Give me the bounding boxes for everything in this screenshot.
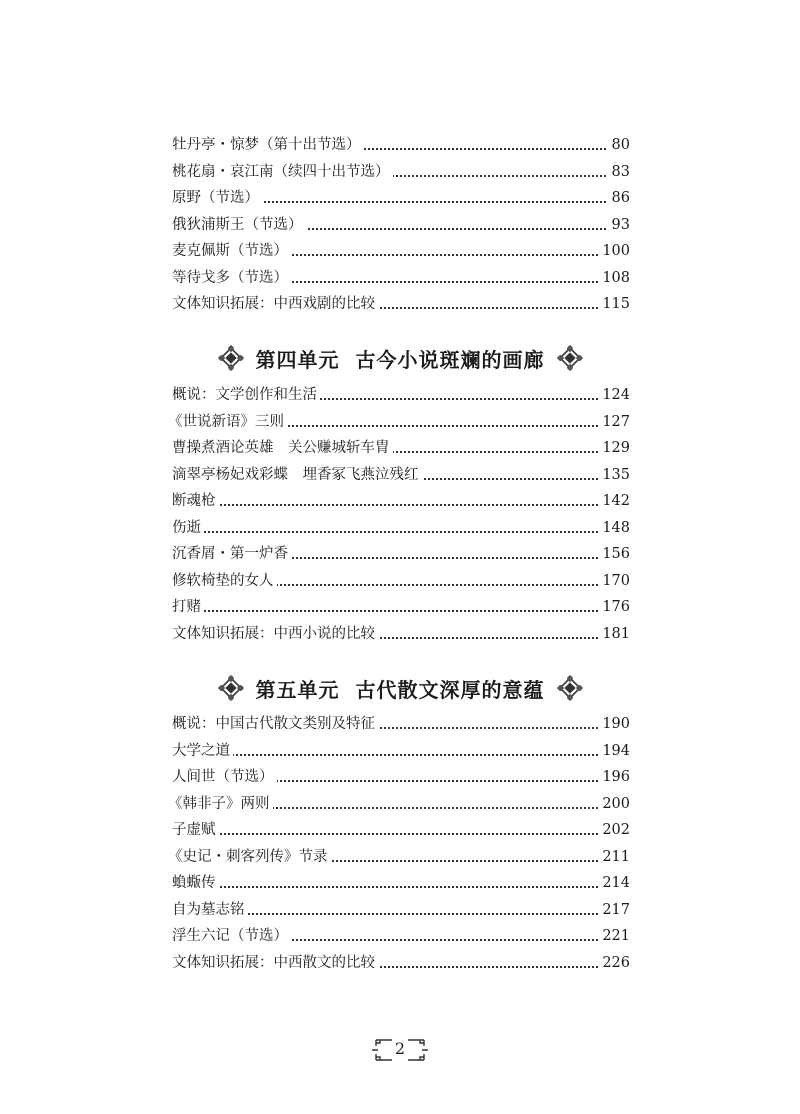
toc-entry-title: 滴翠亭杨妃戏彩蝶 埋香冢飞燕泣残红 (172, 462, 422, 489)
toc-entry[interactable] (172, 711, 630, 738)
unit-title: 古今小说斑斓的画廊 (355, 347, 545, 372)
toc-entry[interactable] (168, 791, 630, 818)
toc-entry-title: 打赌 (172, 594, 204, 621)
page-number-frame (370, 1036, 430, 1064)
page-number: 2 (394, 1039, 406, 1058)
unit-number: 第五单元 (255, 677, 340, 702)
ornament-right-icon (555, 673, 585, 703)
toc-entry[interactable] (168, 409, 630, 436)
toc-entry-page: 93 (608, 212, 630, 239)
toc-entry-page: 83 (608, 159, 630, 186)
toc-entry-title: 俄狄浦斯王（节选） (172, 212, 306, 239)
toc-section-unit4 (168, 382, 630, 647)
toc-entry-title: 浮生六记（节选） (172, 923, 291, 950)
toc-entry-page: 156 (598, 541, 630, 568)
ornament-right-icon (555, 343, 585, 373)
leader-dots (172, 833, 630, 835)
toc-entry-title: 文体知识拓展：中西散文的比较 (172, 950, 378, 977)
toc-entry[interactable] (172, 897, 630, 924)
unit-heading-4 (0, 338, 800, 378)
toc-entry[interactable] (172, 462, 630, 489)
unit-number: 第四单元 (255, 347, 340, 372)
toc-entry-title: 人间世（节选） (172, 764, 277, 791)
toc-entry-title: 大学之道 (172, 738, 233, 765)
toc-entry-page: 181 (598, 621, 630, 648)
toc-entry-page: 148 (598, 515, 630, 542)
toc-entry-title: 蝜蝂传 (172, 870, 219, 897)
toc-entry[interactable] (172, 621, 630, 648)
toc-entry-title: 子虚赋 (172, 817, 219, 844)
toc-entry[interactable] (172, 435, 630, 462)
toc-entry-title: 《韩非子》两则 (168, 791, 273, 818)
toc-entry[interactable] (172, 238, 630, 265)
toc-entry-title: 自为墓志铭 (172, 897, 248, 924)
toc-entry-title: 原野（节选） (172, 185, 262, 212)
toc-entry-title: 《世说新语》三则 (168, 409, 287, 436)
leader-dots (172, 504, 630, 506)
toc-entry[interactable] (172, 923, 630, 950)
toc-entry-page: 142 (598, 488, 630, 515)
leader-dots (172, 754, 630, 756)
toc-entry[interactable] (172, 185, 630, 212)
toc-entry-title: 文体知识拓展：中西小说的比较 (172, 621, 378, 648)
toc-entry[interactable] (172, 764, 630, 791)
toc-entry-page: 190 (598, 711, 630, 738)
leader-dots (172, 886, 630, 888)
toc-entry[interactable] (172, 159, 630, 186)
toc-entry-title: 曹操煮酒论英雄 关公赚城斩车胄 (172, 435, 393, 462)
leader-dots (172, 610, 630, 612)
toc-entry-title: 等待戈多（节选） (172, 265, 291, 292)
toc-entry-page: 202 (598, 817, 630, 844)
toc-entry[interactable] (172, 488, 630, 515)
toc-entry-title: 文体知识拓展：中西戏剧的比较 (172, 291, 378, 318)
toc-entry[interactable] (172, 132, 630, 159)
toc-entry[interactable] (172, 950, 630, 977)
toc-entry[interactable] (172, 594, 630, 621)
leader-dots (172, 531, 630, 533)
unit-heading-5 (0, 668, 800, 708)
toc-entry-page: 176 (598, 594, 630, 621)
toc-entry[interactable] (172, 212, 630, 239)
toc-entry-page: 124 (598, 382, 630, 409)
toc-entry-page: 80 (608, 132, 630, 159)
toc-entry-page: 115 (598, 291, 630, 318)
ornament-left-icon (216, 673, 246, 703)
toc-entry-title: 概说：文学创作和生活 (172, 382, 320, 409)
toc-entry-title: 断魂枪 (172, 488, 219, 515)
toc-entry-title: 沉香屑・第一炉香 (172, 541, 291, 568)
unit-title: 古代散文深厚的意蕴 (355, 677, 545, 702)
toc-entry[interactable] (172, 515, 630, 542)
toc-entry[interactable] (172, 817, 630, 844)
toc-section-unit5 (168, 711, 630, 976)
toc-entry-page: 170 (598, 568, 630, 595)
toc-section-drama (172, 132, 630, 318)
toc-entry-page: 194 (598, 738, 630, 765)
toc-entry-page: 196 (598, 764, 630, 791)
toc-entry[interactable] (172, 568, 630, 595)
toc-entry-page: 226 (598, 950, 630, 977)
toc-entry-page: 135 (598, 462, 630, 489)
toc-entry[interactable] (172, 738, 630, 765)
toc-entry-title: 牡丹亭・惊梦（第十出节选） (172, 132, 364, 159)
toc-entry[interactable] (172, 541, 630, 568)
toc-entry[interactable] (172, 870, 630, 897)
toc-entry-page: 86 (608, 185, 630, 212)
toc-entry-page: 221 (598, 923, 630, 950)
toc-entry-page: 127 (598, 409, 630, 436)
toc-entry-title: 《史记・刺客列传》节录 (168, 844, 331, 871)
toc-entry[interactable] (168, 844, 630, 871)
toc-entry-page: 100 (598, 238, 630, 265)
toc-entry-title: 伤逝 (172, 515, 204, 542)
ornament-left-icon (216, 343, 246, 373)
toc-entry[interactable] (172, 382, 630, 409)
toc-entry-page: 129 (598, 435, 630, 462)
toc-entry-title: 修软椅垫的女人 (172, 568, 277, 595)
toc-entry-page: 217 (598, 897, 630, 924)
toc-entry-page: 200 (598, 791, 630, 818)
toc-entry-title: 麦克佩斯（节选） (172, 238, 291, 265)
toc-entry-title: 概说：中国古代散文类别及特征 (172, 711, 378, 738)
toc-entry-page: 214 (598, 870, 630, 897)
toc-entry-page: 108 (598, 265, 630, 292)
toc-entry[interactable] (172, 291, 630, 318)
toc-entry-title: 桃花扇・哀江南（续四十出节选） (172, 159, 393, 186)
toc-entry-page: 211 (598, 844, 630, 871)
toc-entry[interactable] (172, 265, 630, 292)
